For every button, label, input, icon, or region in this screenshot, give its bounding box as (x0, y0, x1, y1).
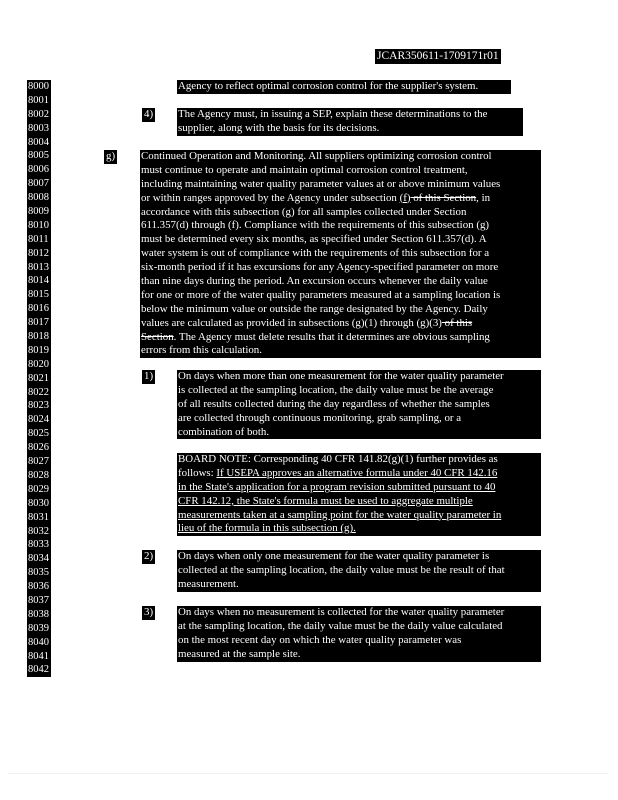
line-number: 8020 (28, 358, 49, 370)
text-line: water system is out of compliance with the requirements of this subsection for a (141, 247, 490, 260)
line-number: 8024 (28, 414, 49, 426)
line-number: 8033 (28, 539, 49, 551)
text-span: or within ranges approved by the Agency under subsection (141, 191, 400, 204)
inserted-text: (f) (399, 191, 411, 204)
line-number: 8017 (28, 317, 49, 329)
line-number: 8022 (28, 386, 49, 398)
item-g-paragraph (140, 150, 541, 358)
line-number: 8014 (28, 275, 49, 287)
inserted-text: If USEPA approves an alternative formula under 40 CFR 142.16 (216, 466, 498, 479)
line-number: 8027 (28, 456, 49, 468)
line-number: 8009 (28, 206, 49, 218)
text-span: , in (476, 191, 491, 204)
line-number: 8030 (28, 497, 49, 509)
subitem-2-paragraph (177, 550, 541, 592)
line-number: 8037 (28, 594, 49, 606)
struck-text: of this Section (410, 191, 477, 204)
intro-line (177, 80, 511, 94)
text-line: 611.357(d) through (f). Compliance with the requirements of this subsection (g) (141, 219, 490, 232)
text-line: are collected through continuous monitoring, grab sampling, or a (178, 411, 462, 424)
text-line: than nine days during the period. An excursion occurs whenever the daily value (141, 275, 488, 288)
text-line: collected at the sampling location, the daily value must be the result of that (178, 563, 505, 576)
line-number: 8011 (28, 233, 49, 245)
text-line: in the State's application for a program revision submitted pursuant to 40 (178, 480, 496, 493)
struck-text: Section (141, 330, 174, 343)
line-number: 8006 (28, 164, 49, 176)
line-number: 8016 (28, 303, 49, 315)
line-number: 8008 (28, 192, 49, 204)
subitem-2-marker: 2) (144, 550, 154, 562)
text-line: errors from this calculation. (141, 344, 262, 357)
line-number: 8005 (28, 150, 49, 162)
text-line: measurements taken at a sampling point for the water quality parameter in (178, 508, 502, 521)
line-number: 8040 (28, 636, 49, 648)
subitem-1-paragraph (177, 370, 541, 439)
text-line: On days when more than one measurement for the water quality parameter (178, 370, 504, 382)
line-number: 8039 (28, 622, 49, 634)
item-4-paragraph (177, 108, 523, 136)
line-number: 8029 (28, 483, 49, 495)
footer-divider (8, 773, 608, 774)
item-g-marker: g) (106, 150, 116, 162)
text-line: measurement. (178, 577, 239, 590)
text-line: on the most recent day on which the water quality parameter was (178, 633, 462, 646)
text-line: including maintaining water quality parameter values at or above minimum values (141, 177, 501, 190)
board-note (177, 453, 541, 536)
text-line: measured at the sample site. (178, 647, 301, 660)
text-line: The Agency must, in issuing a SEP, explain these determinations to the (178, 108, 488, 120)
subitem-3-marker: 3) (144, 606, 154, 618)
text-line: supplier, along with the basis for its decisions. (178, 121, 380, 134)
line-number: 8021 (28, 372, 49, 384)
text-line: combination of both. (178, 425, 270, 438)
text-span: follows: (178, 466, 217, 479)
line-number: 8003 (28, 122, 49, 134)
text-line: must continue to operate and maintain optimal corrosion control treatment, (141, 163, 468, 176)
text-line (141, 331, 540, 345)
text-line: six-month period if it has excursions for any Agency-specified parameter on more (141, 261, 499, 274)
text-line: CFR 142.12, the State's formula must be used to aggregate multiple (178, 494, 473, 507)
line-number: 8012 (28, 247, 49, 259)
line-number: 8001 (28, 94, 49, 106)
line-number: 8035 (28, 567, 49, 579)
document-id-header: JCAR350611-1709171r01 (377, 50, 499, 62)
line-number: 8002 (28, 108, 49, 120)
subitem-3-paragraph (177, 606, 541, 662)
text-line: On days when only one measurement for the water quality parameter is (178, 550, 490, 562)
text-line (141, 317, 540, 331)
item-4-marker: 4) (144, 108, 154, 120)
line-number: 8026 (28, 442, 49, 454)
line-number: 8032 (28, 525, 49, 537)
text-line: of all results collected during the day regardless of whether the samples (178, 397, 490, 410)
text-line: Agency to reflect optimal corrosion control for the supplier's system. (178, 80, 479, 92)
text-line: BOARD NOTE: Corresponding 40 CFR 141.82(g)(1) further provides as (178, 453, 498, 465)
line-number: 8000 (28, 81, 49, 92)
text-line: Continued Operation and Monitoring. All suppliers optimizing corrosion control (141, 150, 492, 162)
struck-text: of this (441, 316, 473, 329)
text-span: values are calculated as provided in subsections (g)(1) through (g)(3) (141, 316, 442, 329)
line-number: 8038 (28, 608, 49, 620)
line-number: 8004 (28, 136, 49, 148)
line-number: 8042 (28, 664, 49, 676)
line-number: 8015 (28, 289, 49, 301)
text-line: lieu of the formula in this subsection (g). (178, 522, 356, 535)
text-line: accordance with this subsection (g) for all samples collected under Section (141, 205, 467, 218)
line-number: 8036 (28, 581, 49, 593)
line-number: 8034 (28, 553, 49, 565)
text-line: for one or more of the water quality parameters measured at a sampling location is (141, 288, 501, 301)
subitem-1-marker: 1) (144, 370, 154, 382)
line-number: 8019 (28, 344, 49, 356)
text-line: below the minimum value or outside the range designated by the Agency. Daily (141, 302, 488, 315)
line-number: 8031 (28, 511, 49, 523)
line-number-gutter (27, 80, 51, 677)
line-number: 8028 (28, 469, 49, 481)
text-line: at the sampling location, the daily value must be the daily value calculated (178, 619, 503, 632)
line-number: 8025 (28, 428, 49, 440)
text-line (178, 467, 540, 481)
line-number: 8023 (28, 400, 49, 412)
line-number: 8013 (28, 261, 49, 273)
line-number: 8041 (28, 650, 49, 662)
text-span: . The Agency must delete results that it determines are obvious sampling (173, 330, 490, 343)
line-number: 8010 (28, 219, 49, 231)
text-line: On days when no measurement is collected for the water quality parameter (178, 606, 505, 618)
text-line: must be determined every six months, as specified under Section 611.357(d). A (141, 233, 487, 246)
text-line (141, 192, 540, 206)
text-line: is collected at the sampling location, the daily value must be the average (178, 383, 494, 396)
line-number: 8007 (28, 178, 49, 190)
line-number: 8018 (28, 331, 49, 343)
